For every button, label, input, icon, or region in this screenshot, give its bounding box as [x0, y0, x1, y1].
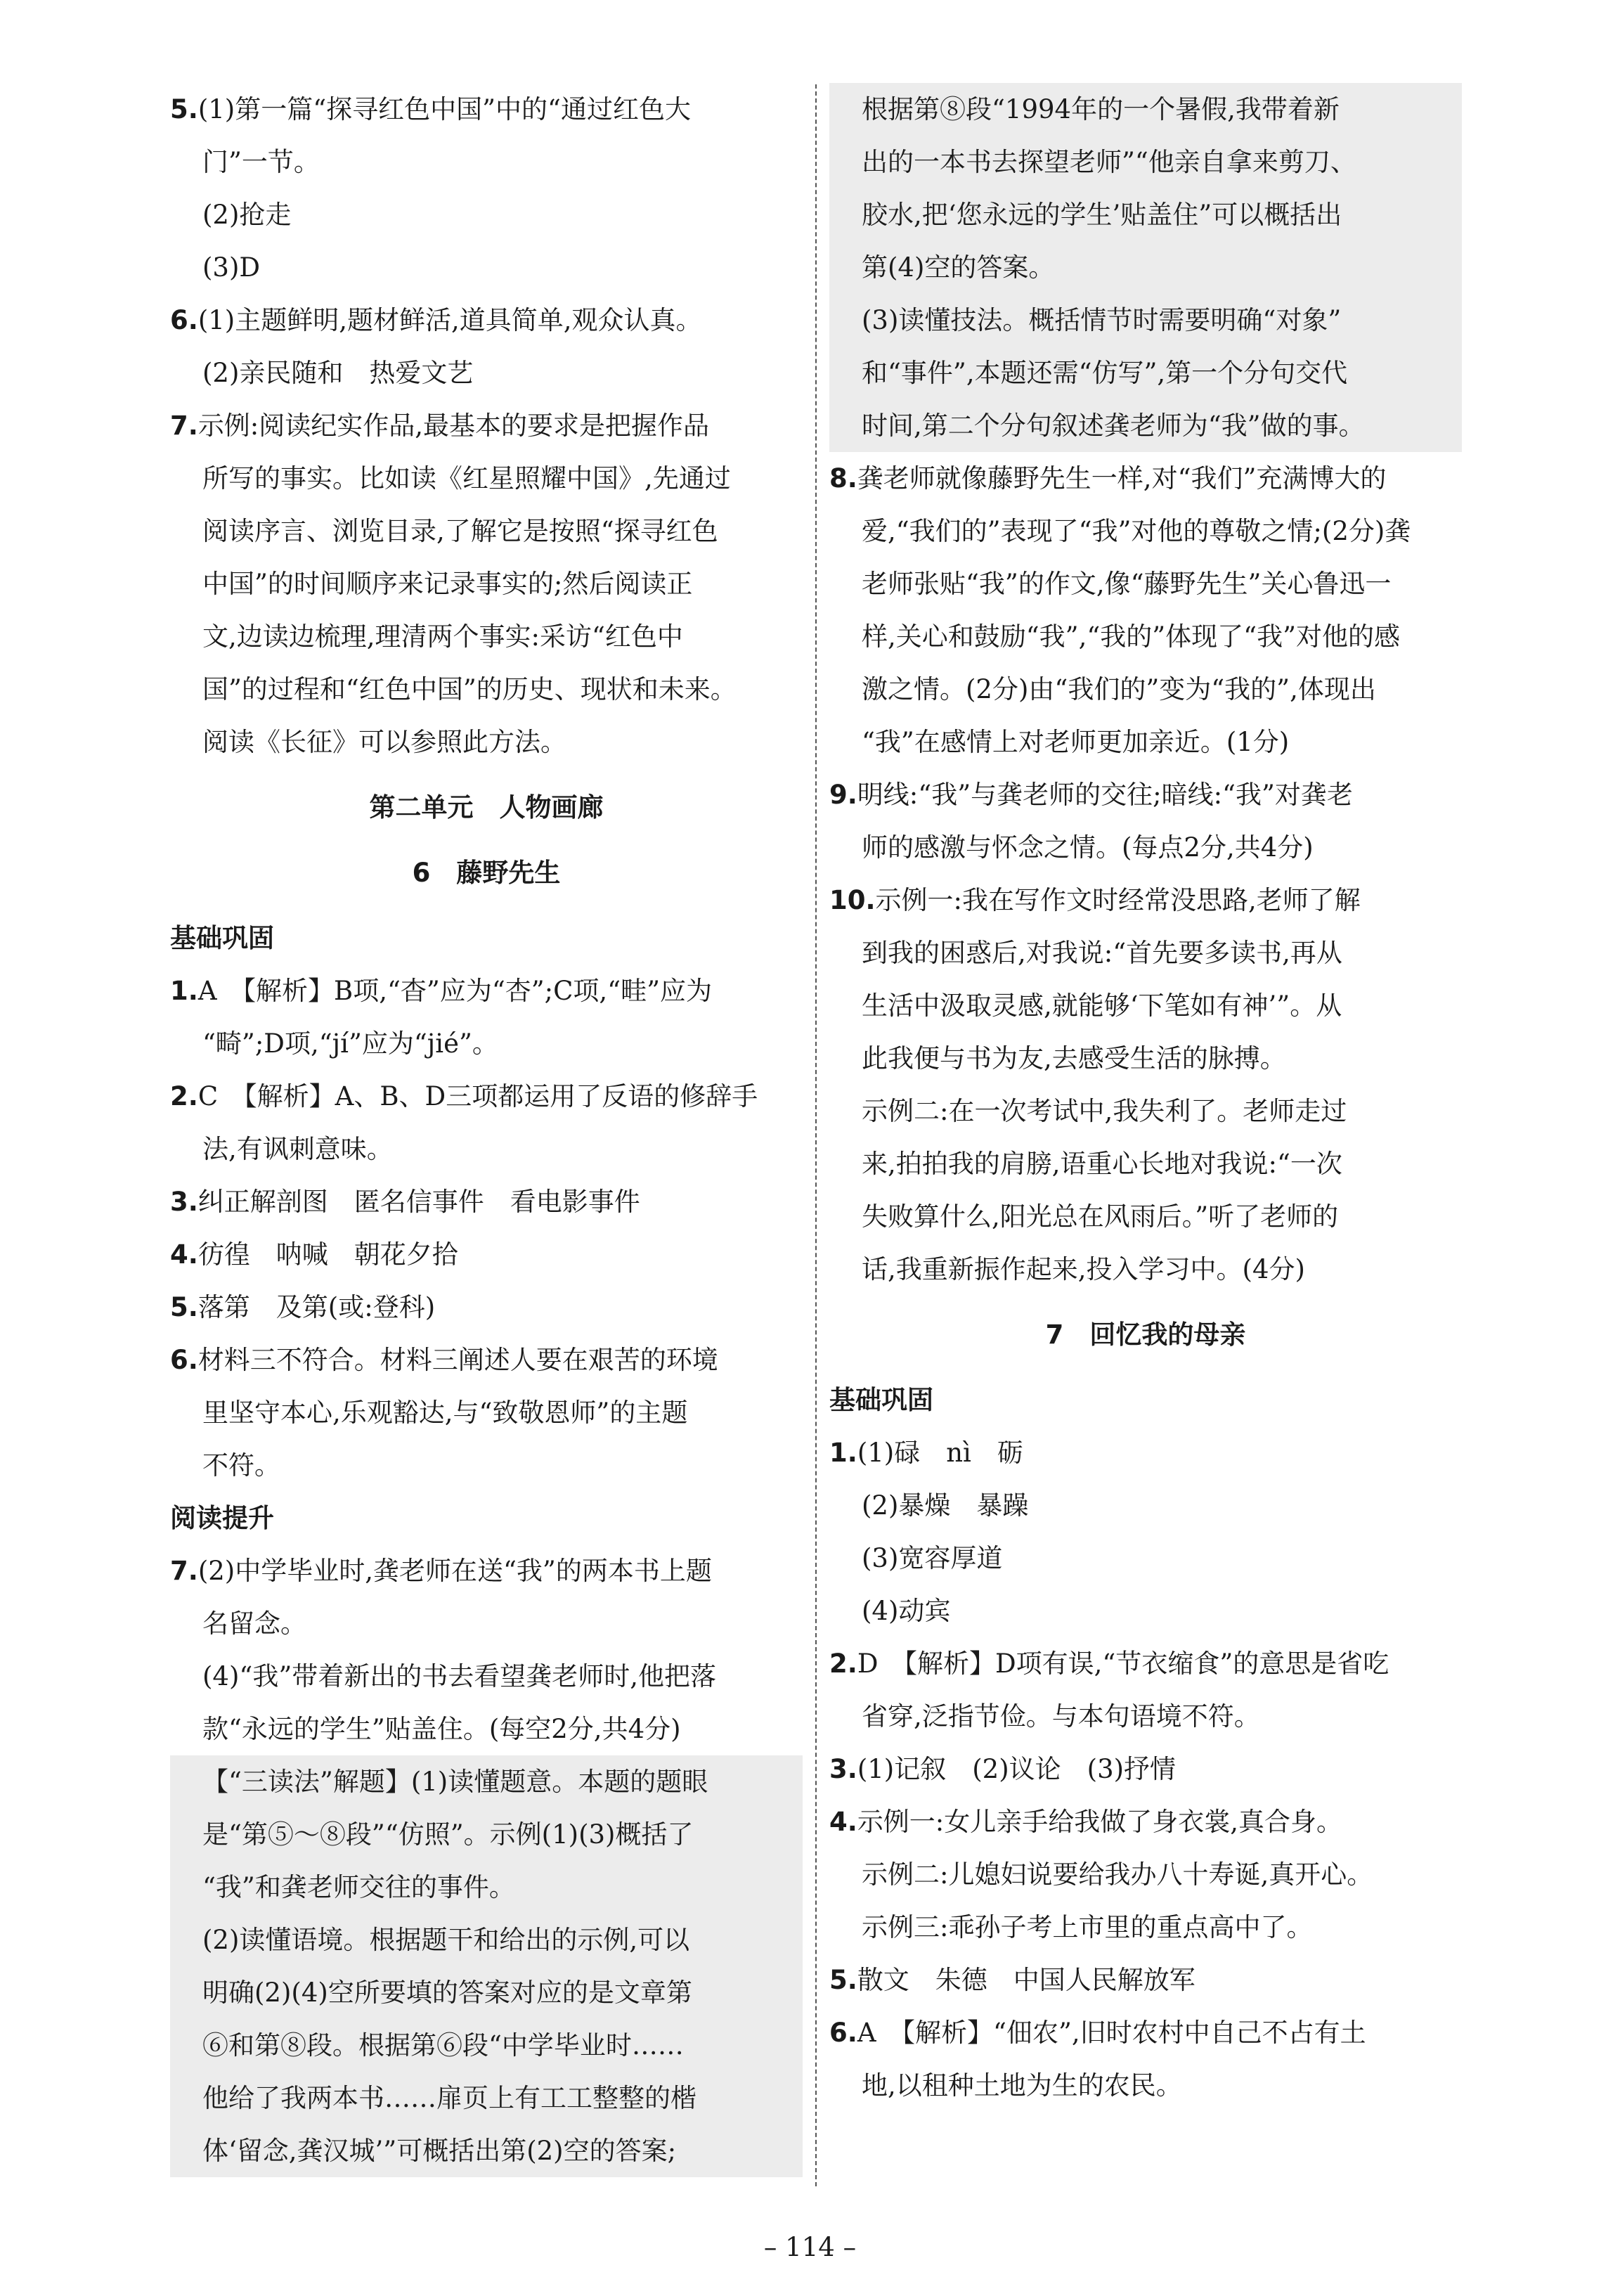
answer-text: 文,边读边梳理,理清两个事实:采访“红色中: [202, 621, 683, 652]
answer-text: 法,有讽刺意味。: [202, 1134, 393, 1164]
answer-text: 是“第⑤～⑧段”“仿照”。示例(1)(3)概括了: [202, 1819, 694, 1850]
answer-line: [170, 1123, 803, 1175]
answer-text: 示例二:儿媳妇说要给我办八十寿诞,真开心。: [862, 1859, 1373, 1890]
question-number: 8.: [829, 463, 857, 494]
answer-text: 落第 及第(或:登科): [197, 1292, 436, 1322]
question-number: 3.: [829, 1754, 857, 1784]
question-number: 4.: [170, 1239, 198, 1270]
answer-line: [829, 505, 1462, 557]
answer-text: D 【解析】D项有误,“节衣缩食”的意思是省吃: [857, 1649, 1389, 1679]
column-divider: [815, 84, 817, 2186]
answer-text: 生活中汲取灵感,就能够‘下笔如有神’”。从: [862, 991, 1342, 1021]
answer-text: (4)动宾: [862, 1596, 951, 1626]
answer-text: 不符。: [202, 1450, 280, 1481]
answer-line: [170, 610, 803, 663]
answer-text: (3)宽容厚道: [862, 1543, 1003, 1573]
answer-line: [829, 979, 1462, 1032]
lesson-title-7: 7 回忆我的母亲: [1045, 1320, 1246, 1350]
answer-line: [829, 1690, 1462, 1743]
answer-line: [170, 1070, 803, 1123]
answer-text: A 【解析】B项,“杳”应为“杏”;C项,“畦”应为: [197, 976, 713, 1006]
answer-line: [170, 399, 803, 452]
answer-line: [829, 1795, 1462, 1848]
answer-text: 款“永远的学生”贴盖住。(每空2分,共4分): [202, 1714, 681, 1744]
left-basic-answers: [170, 965, 803, 1492]
answer-line: [170, 1439, 803, 1492]
answer-line: [829, 1137, 1462, 1190]
question-number: 2.: [829, 1649, 857, 1679]
answer-line: [170, 1650, 803, 1703]
left-column: [170, 83, 803, 2177]
answer-text: 里坚守本心,乐观豁达,与“致敬恩师”的主题: [202, 1398, 688, 1428]
answer-line: [829, 399, 1462, 452]
answer-text: 胶水,把‘您永远的学生’贴盖住”可以概括出: [862, 200, 1342, 230]
unit-title: 第二单元 人物画廊: [369, 792, 604, 823]
answer-line: [829, 1532, 1462, 1585]
answer-text: 门”一节。: [202, 147, 320, 177]
answer-text: 名留念。: [202, 1608, 306, 1639]
answer-line: [170, 505, 803, 557]
answer-text: 国”的过程和“红色中国”的历史、现状和未来。: [202, 674, 737, 704]
answer-line: [829, 347, 1462, 399]
question-number: 6.: [829, 2018, 857, 2048]
answer-text: 激之情。(2分)由“我们的”变为“我的”,体现出: [862, 674, 1376, 704]
answer-text: 话,我重新振作起来,投入学习中。(4分): [862, 1254, 1305, 1284]
answer-text: (2)亲民随和 热爱文艺: [202, 358, 474, 388]
question-number: 6.: [170, 1345, 198, 1375]
answer-line: [829, 241, 1462, 294]
answer-line: [829, 610, 1462, 663]
answer-text: (2)读懂语境。根据题干和给出的示例,可以: [202, 1925, 690, 1955]
answer-line: [170, 1228, 803, 1281]
answer-line: [170, 1861, 803, 1914]
question-number: 2.: [170, 1081, 198, 1111]
answer-line: [170, 965, 803, 1017]
answer-text: A 【解析】“佃农”,旧时农村中自己不占有土: [857, 2018, 1366, 2048]
answer-text: 他给了我两本书……扉页上有工工整整的楷: [202, 2083, 696, 2113]
question-number: 1.: [829, 1438, 857, 1468]
answer-text: 龚老师就像藤野先生一样,对“我们”充满博大的: [857, 463, 1387, 494]
answer-line: [170, 2019, 803, 2072]
right-column: [829, 83, 1462, 2112]
question-number: 6.: [170, 305, 198, 335]
answer-line: [170, 1544, 803, 1597]
answer-line: [170, 347, 803, 399]
page-number: – 114 –: [763, 2232, 857, 2262]
answer-text: “我”在感情上对老师更加亲近。(1分): [862, 727, 1290, 757]
answer-text: 爱,“我们的”表现了“我”对他的尊敬之情;(2分)龚: [862, 516, 1411, 546]
answer-line: [170, 557, 803, 610]
answer-text: 【“三读法”解题】(1)读懂题意。本题的题眼: [202, 1767, 708, 1797]
answer-line: [170, 1597, 803, 1650]
answer-text: 失败算什么,阳光总在风雨后。”听了老师的: [862, 1201, 1339, 1232]
answer-line: [829, 1243, 1462, 1296]
answer-text: (1)主题鲜明,题材鲜活,道具简单,观众认真。: [197, 305, 702, 335]
answer-text: (3)D: [202, 252, 261, 283]
answer-line: [170, 294, 803, 347]
answer-line: [829, 557, 1462, 610]
answer-text: (2)抢走: [202, 200, 292, 230]
lesson-title-6: 6 藤野先生: [412, 858, 561, 888]
answer-text: “我”和龚老师交往的事件。: [202, 1872, 515, 1902]
answer-text: ⑥和第⑧段。根据第⑥段“中学毕业时……: [202, 2030, 684, 2060]
question-number: 10.: [829, 885, 876, 915]
answer-text: 材料三不符合。材料三阐述人要在艰苦的环境: [197, 1345, 718, 1375]
section-basic-2: 基础巩固: [829, 1385, 933, 1415]
answer-text: (2)暴燥 暴躁: [862, 1490, 1029, 1521]
right-basic-answers: [829, 1426, 1462, 2112]
answer-line: [170, 663, 803, 716]
answer-line: [829, 1585, 1462, 1637]
answer-line: [829, 1954, 1462, 2006]
answer-text: 阅读序言、浏览目录,了解它是按照“探寻红色: [202, 516, 718, 546]
answer-text: 阅读《长征》可以参照此方法。: [202, 727, 566, 757]
answer-line: [170, 1966, 803, 2019]
answer-text: 师的感激与怀念之情。(每点2分,共4分): [862, 832, 1314, 863]
left-top-answers: [170, 83, 803, 768]
answer-text: (4)“我”带着新出的书去看望龚老师时,他把落: [202, 1661, 717, 1691]
question-number: 3.: [170, 1187, 198, 1217]
answer-text: 第(4)空的答案。: [862, 252, 1055, 283]
answer-line: [829, 452, 1462, 505]
answer-text: (1)记叙 (2)议论 (3)抒情: [857, 1754, 1177, 1784]
answer-line: [829, 1426, 1462, 1479]
answer-text: 到我的困惑后,对我说:“首先要多读书,再从: [862, 938, 1342, 968]
answer-text: 彷徨 呐喊 朝花夕拾: [197, 1239, 458, 1270]
right-top-answers: [829, 83, 1462, 1296]
answer-line: [829, 294, 1462, 347]
answer-line: [829, 1848, 1462, 1901]
answer-text: 根据第⑧段“1994年的一个暑假,我带着新: [862, 94, 1340, 124]
question-number: 5.: [829, 1965, 857, 1995]
answer-line: [170, 83, 803, 136]
answer-line: [170, 1334, 803, 1386]
answer-text: 样,关心和鼓励“我”,“我的”体现了“我”对他的感: [862, 621, 1401, 652]
section-reading: 阅读提升: [170, 1503, 274, 1533]
answer-line: [170, 1175, 803, 1228]
answer-line: [170, 2124, 803, 2177]
left-reading-answers: [170, 1544, 803, 2177]
answer-text: C 【解析】A、B、D三项都运用了反语的修辞手: [197, 1081, 758, 1111]
answer-text: “畸”;D项,“jí”应为“jié”。: [202, 1028, 498, 1059]
question-number: 4.: [829, 1807, 857, 1837]
answer-line: [829, 927, 1462, 979]
answer-text: 中国”的时间顺序来记录事实的;然后阅读正: [202, 569, 693, 599]
answer-text: 地,以租种土地为生的农民。: [862, 2070, 1182, 2101]
answer-text: 示例:阅读纪实作品,最基本的要求是把握作品: [197, 411, 710, 441]
answer-text: 示例三:乖孙子考上市里的重点高中了。: [862, 1912, 1313, 1942]
answer-line: [170, 136, 803, 188]
answer-line: [170, 1386, 803, 1439]
answer-line: [829, 663, 1462, 716]
section-basic: 基础巩固: [170, 923, 274, 953]
answer-line: [170, 2072, 803, 2124]
answer-line: [829, 1085, 1462, 1137]
answer-line: [829, 2059, 1462, 2112]
answer-line: [829, 716, 1462, 768]
answer-text: (3)读懂技法。概括情节时需要明确“对象”: [862, 305, 1342, 335]
answer-line: [829, 188, 1462, 241]
answer-line: [170, 1281, 803, 1334]
answer-line: [829, 1637, 1462, 1690]
answer-text: 老师张贴“我”的作文,像“藤野先生”关心鲁迅一: [862, 569, 1392, 599]
answer-text: (1)第一篇“探寻红色中国”中的“通过红色大: [197, 94, 691, 124]
answer-text: 明确(2)(4)空所要填的答案对应的是文章第: [202, 1978, 692, 2008]
answer-line: [170, 1914, 803, 1966]
answer-line: [170, 1755, 803, 1808]
question-number: 1.: [170, 976, 198, 1006]
answer-text: 体‘留念,龚汉城’”可概括出第(2)空的答案;: [202, 2136, 677, 2166]
answer-line: [170, 716, 803, 768]
answer-line: [170, 241, 803, 294]
answer-text: 出的一本书去探望老师”“他亲自拿来剪刀、: [862, 147, 1356, 177]
answer-line: [170, 452, 803, 505]
answer-line: [829, 821, 1462, 874]
answer-line: [170, 1808, 803, 1861]
answer-line: [170, 1017, 803, 1070]
answer-line: [829, 136, 1462, 188]
answer-line: [829, 1901, 1462, 1954]
answer-text: 所写的事实。比如读《红星照耀中国》,先通过: [202, 463, 731, 494]
question-number: 5.: [170, 1292, 198, 1322]
answer-line: [829, 768, 1462, 821]
answer-text: 示例二:在一次考试中,我失利了。老师走过: [862, 1096, 1347, 1126]
answer-text: 散文 朱德 中国人民解放军: [857, 1965, 1195, 1995]
question-number: 5.: [170, 94, 198, 124]
answer-line: [170, 188, 803, 241]
answer-text: (2)中学毕业时,龚老师在送“我”的两本书上题: [197, 1556, 712, 1586]
question-number: 9.: [829, 780, 857, 810]
answer-line: [829, 1743, 1462, 1795]
answer-text: 和“事件”,本题还需“仿写”,第一个分句交代: [862, 358, 1348, 388]
answer-text: 来,拍拍我的肩膀,语重心长地对我说:“一次: [862, 1149, 1342, 1179]
answer-text: 纠正解剖图 匿名信事件 看电影事件: [197, 1187, 640, 1217]
answer-line: [829, 874, 1462, 927]
answer-text: (1)碌 nì 砺: [857, 1438, 1023, 1468]
answer-line: [829, 1032, 1462, 1085]
answer-text: 省穿,泛指节俭。与本句语境不符。: [862, 1701, 1260, 1731]
answer-line: [829, 2006, 1462, 2059]
answer-line: [829, 1190, 1462, 1243]
answer-text: 明线:“我”与龚老师的交往;暗线:“我”对龚老: [857, 780, 1353, 810]
answer-text: 示例一:我在写作文时经常没思路,老师了解: [875, 885, 1361, 915]
answer-text: 此我便与书为友,去感受生活的脉搏。: [862, 1043, 1286, 1073]
question-number: 7.: [170, 1556, 198, 1586]
answer-line: [170, 1703, 803, 1755]
answer-line: [829, 83, 1462, 136]
answer-text: 时间,第二个分句叙述龚老师为“我”做的事。: [862, 411, 1365, 441]
question-number: 7.: [170, 411, 198, 441]
answer-text: 示例一:女儿亲手给我做了身衣裳,真合身。: [857, 1807, 1343, 1837]
answer-line: [829, 1479, 1462, 1532]
